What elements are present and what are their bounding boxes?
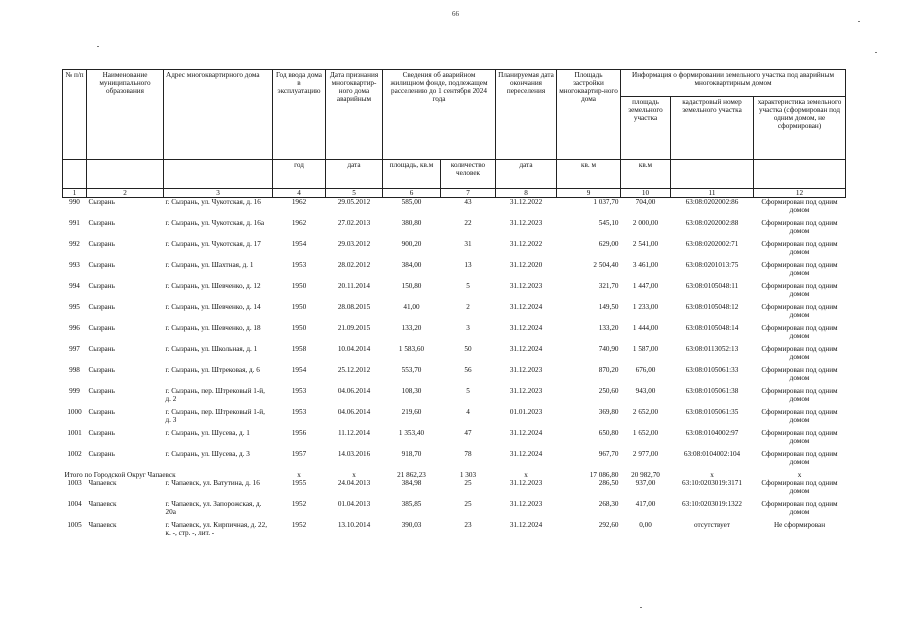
cell-addr: г. Сызрань, пер. Штрековый 1-й, д. 2 [165,387,265,403]
table-row [63,366,846,387]
cell-cad: 63:08:0104002:104 [683,450,741,458]
cell-cad: 63:08:0105048:14 [685,324,739,332]
cell-mun: Сызрань [88,345,115,353]
scan-speck [858,21,860,22]
cell-char: Сформирован под одним домом [761,408,838,424]
cell-n: 994 [69,282,80,290]
cell-addr: г. Сызрань, ул. Чукотская, д. 16 [165,198,261,206]
cell-end: 31.12.2022 [509,198,543,206]
cell-char: Сформирован под одним домом [761,450,838,466]
column-number: 2 [87,189,164,198]
cell-cad: 63:08:0105048:11 [685,282,739,290]
cell-build: 629,00 [598,240,619,248]
cell-land: 1 447,00 [632,282,659,290]
table-row [63,479,846,500]
cell-build: 321,70 [598,282,619,290]
column-number: 11 [671,189,754,198]
table-row [63,324,846,345]
cell-mun: Сызрань [88,261,115,269]
cell-build: 545,10 [598,219,619,227]
cell-addr: г. Сызрань, ул. Шусева, д. 1 [165,429,250,437]
unit-date2: дата [496,160,557,189]
cell-mun: Сызрань [88,408,115,416]
cell-end: 31.12.2024 [509,345,543,353]
cell-date: 29.03.2012 [337,240,371,248]
cell-area: 1 583,60 [398,345,425,353]
cell-people: 22 [464,219,472,227]
column-number: 4 [273,189,326,198]
column-number: 8 [496,189,557,198]
cell-area: 553,70 [401,366,422,374]
cell-end: 31.12.2022 [509,240,543,248]
cell-area: 133,20 [401,324,422,332]
header-land-group: Информация о формировании земельного участка под аварийным многоквартирным домом [621,70,846,97]
cell-people: 3 [466,324,470,332]
cell-n: 1000 [67,408,82,416]
cell-char: Сформирован под одним домом [761,479,838,495]
header-municipality: Наименование муниципального образования [87,70,164,160]
cell-date: 14.03.2016 [337,450,371,458]
cell-end: 31.12.2024 [509,521,543,529]
cell-area: 150,80 [401,282,422,290]
cell-people: 78 [464,450,472,458]
cell-cad: 63:10:0203019:3171 [682,479,742,487]
scan-speck [875,52,877,53]
cell-addr: г. Сызрань, пер. Штрековый 1-й, д. 3 [165,408,265,424]
cell-end: 31.12.2023 [509,479,543,487]
cell-mun: Сызрань [88,303,115,311]
cell-addr: г. Чапаевск, ул. Ватутина, д. 16 [165,479,260,487]
cell-n: 991 [69,219,80,227]
cell-cad: 63:08:0104002:97 [685,429,739,437]
cell-date: 29.05.2012 [337,198,371,206]
cell-addr: г. Сызрань, ул. Чукотская, д. 17 [165,240,261,248]
cell-build: 292,60 [598,521,619,529]
table-row [63,429,846,450]
cell-mun: Сызрань [88,240,115,248]
cell-end: 31.12.2023 [509,282,543,290]
header-cadastral: кадастровый номер земельного участка [671,97,754,160]
cell-year: 1950 [291,303,307,311]
table-body [63,198,846,543]
cell-n: 1004 [67,500,82,508]
cell-mun: Сызрань [88,219,115,227]
cell-people: 5 [466,282,470,290]
unit-sqm2: кв.м [621,160,671,189]
cell-end: 31.12.2023 [509,500,543,508]
cell-end: 31.12.2024 [509,429,543,437]
cell-cad: 63:08:0202002:86 [685,198,739,206]
cell-addr: г. Чапаевск, ул. Кирпичная, д. 22, к. -, стр. -, лит. - [165,521,268,537]
total-char: x [797,471,802,479]
cell-year: 1957 [291,450,307,458]
cell-date: 28.02.2012 [337,261,371,269]
cell-end: 31.12.2020 [509,261,543,269]
cell-year: 1950 [291,324,307,332]
cell-n: 998 [69,366,80,374]
table-row [63,240,846,261]
column-number: 12 [754,189,846,198]
cell-year: 1954 [291,240,307,248]
cell-year: 1950 [291,282,307,290]
cell-land: 2 541,00 [632,240,659,248]
cell-people: 31 [464,240,472,248]
cell-end: 01.01.2023 [509,408,543,416]
cell-date: 27.02.2013 [337,219,371,227]
cell-people: 5 [466,387,470,395]
cell-char: Сформирован под одним домом [761,366,838,382]
cell-char: Сформирован под одним домом [761,345,838,361]
total-people: 1 303 [459,471,477,479]
cell-land: 2 977,00 [632,450,659,458]
cell-people: 56 [464,366,472,374]
cell-addr: г. Сызрань, ул. Шусева, д. 3 [165,450,250,458]
cell-area: 900,20 [401,240,422,248]
cell-year: 1954 [291,366,307,374]
unit-year: год [273,160,326,189]
cell-n: 1003 [67,479,82,487]
cell-date: 28.08.2015 [337,303,371,311]
cell-mun: Чапаевск [88,479,117,487]
cell-char: Сформирован под одним домом [761,387,838,403]
total-date: x [352,471,356,479]
cell-build: 650,80 [598,429,619,437]
cell-year: 1953 [291,408,307,416]
cell-addr: г. Сызрань, ул. Школьная, д. 1 [165,345,258,353]
cell-date: 21.09.2015 [337,324,371,332]
column-number: 5 [326,189,383,198]
cell-end: 31.12.2024 [509,303,543,311]
cell-land: 2 000,00 [632,219,659,227]
cell-date: 04.06.2014 [337,387,371,395]
cell-n: 992 [69,240,80,248]
cell-cad: 63:08:0105061:38 [685,387,739,395]
cell-cad: 63:10:0203019:1322 [682,500,742,508]
cell-date: 10.04.2014 [337,345,371,353]
table-row [63,219,846,240]
cell-mun: Сызрань [88,198,115,206]
cell-year: 1953 [291,387,307,395]
cell-build: 1 037,70 [593,198,619,206]
cell-char: Сформирован под одним домом [761,303,838,319]
table-row [63,521,846,542]
cell-cad: 63:08:0105048:12 [685,303,739,311]
cell-year: 1962 [291,219,307,227]
header-planned-end: Планируемая дата окончания переселения [496,70,557,160]
total-year: x [297,471,301,479]
cell-cad: отсутствует [694,521,730,529]
cell-date: 25.12.2012 [337,366,371,374]
cell-people: 43 [464,198,472,206]
scan-speck [97,46,99,47]
cell-area: 585,00 [401,198,422,206]
cell-mun: Сызрань [88,324,115,332]
cell-cad: 63:08:0202002:71 [685,240,739,248]
cell-area: 385,85 [401,500,422,508]
header-recognized: Дата признания многоквартир-ного дома аварийным [326,70,383,160]
cell-char: Не сформирован [773,521,826,529]
cell-char: Сформирован под одним домом [761,500,838,516]
header-num: № п/п [63,70,87,160]
table-row [63,261,846,282]
unit-count: количество человек [441,160,496,189]
table-row [63,450,846,471]
cell-people: 2 [466,303,470,311]
cell-land: 3 461,00 [632,261,659,269]
cell-mun: Сызрань [88,450,115,458]
cell-n: 999 [69,387,80,395]
cell-end: 31.12.2023 [509,219,543,227]
cell-n: 993 [69,261,80,269]
cell-build: 250,60 [598,387,619,395]
total-row [63,471,846,479]
header-address: Адрес многоквартирного дома [164,70,273,160]
cell-n: 990 [69,198,80,206]
cell-date: 24.04.2013 [337,479,371,487]
cell-area: 918,70 [401,450,422,458]
cell-land: 2 652,00 [632,408,659,416]
cell-year: 1952 [291,500,307,508]
table-row [63,198,846,220]
cell-mun: Сызрань [88,366,115,374]
cell-build: 286,50 [598,479,619,487]
cell-cad: 63:08:0105061:33 [685,366,739,374]
cell-addr: г. Сызрань, ул. Шевченко, д. 18 [165,324,261,332]
unit-date: дата [326,160,383,189]
cell-char: Сформирован под одним домом [761,324,838,340]
cell-year: 1953 [291,261,307,269]
cell-people: 25 [464,500,472,508]
table-row [63,387,846,408]
cell-build: 149,50 [598,303,619,311]
cell-year: 1956 [291,429,307,437]
cell-addr: г. Сызрань, ул. Штрековая, д. 6 [165,366,260,374]
cell-mun: Сызрань [88,429,115,437]
cell-char: Сформирован под одним домом [761,240,838,256]
unit-sqm: кв. м [557,160,621,189]
column-number: 7 [441,189,496,198]
cell-mun: Чапаевск [88,500,117,508]
cell-date: 13.10.2014 [337,521,371,529]
table-row [63,303,846,324]
cell-land: 417,00 [635,500,656,508]
cell-year: 1958 [291,345,307,353]
cell-char: Сформирован под одним домом [761,219,838,235]
cell-mun: Сызрань [88,387,115,395]
cell-people: 23 [464,521,472,529]
cell-land: 0,00 [639,521,652,529]
cell-land: 943,00 [635,387,656,395]
cell-end: 31.12.2024 [509,324,543,332]
cell-land: 1 652,00 [632,429,659,437]
header-year: Год ввода дома в эксплуатацию [273,70,326,160]
column-number: 10 [621,189,671,198]
cell-n: 997 [69,345,80,353]
cell-addr: г. Сызрань, ул. Шевченко, д. 12 [165,282,261,290]
cell-n: 1001 [67,429,82,437]
cell-land: 937,00 [635,479,656,487]
cell-year: 1962 [291,198,307,206]
column-number: 1 [63,189,87,198]
column-number: 6 [383,189,441,198]
total-area: 21 862,23 [397,471,426,479]
cell-addr: г. Сызрань, ул. Чукотская, д. 16а [165,219,265,227]
header-row-1 [63,70,846,97]
cell-date: 20.11.2014 [337,282,371,290]
unit-area: площадь, кв.м [383,160,441,189]
header-building-area: Площадь застройки многоквартир-ного дома [557,70,621,160]
cell-build: 369,80 [598,408,619,416]
cell-build: 268,30 [598,500,619,508]
cell-char: Сформирован под одним домом [761,429,838,445]
cell-people: 50 [464,345,472,353]
cell-n: 1002 [67,450,82,458]
column-numbers-row [63,189,846,198]
cell-year: 1955 [291,479,307,487]
cell-area: 384,98 [401,479,422,487]
cell-end: 31.12.2024 [509,450,543,458]
total-label: Итого по Городской Округ Чапаевск [64,471,176,479]
cell-build: 133,20 [598,324,619,332]
scan-speck [640,607,642,608]
cell-people: 13 [464,261,472,269]
cell-cad: 63:08:0202002:88 [685,219,739,227]
cell-area: 390,03 [401,521,422,529]
header-land-area: площадь земельного участка [621,97,671,160]
cell-area: 41,00 [403,303,420,311]
total-cad: x [710,471,714,479]
cell-addr: г. Сызрань, ул. Шевченко, д. 14 [165,303,261,311]
header-land-char: характеристика земельного участка (сформирован под одним домом, не сформирован) [754,97,846,160]
cell-land: 704,00 [635,198,656,206]
cell-date: 11.12.2014 [337,429,371,437]
cell-build: 2 504,40 [593,261,619,269]
column-number: 3 [164,189,273,198]
cell-char: Сформирован под одним домом [761,261,838,277]
cell-cad: 63:08:0201013:75 [685,261,739,269]
cell-char: Сформирован под одним домом [761,198,838,214]
cell-n: 996 [69,324,80,332]
cell-date: 04.06.2014 [337,408,371,416]
cell-people: 47 [464,429,472,437]
cell-year: 1952 [291,521,307,529]
header-housing-group: Сведения об аварийном жилищном фонде, подлежащем расселению до 1 сентября 2024 года [383,70,496,160]
cell-area: 219,60 [401,408,422,416]
cell-date: 01.04.2013 [337,500,371,508]
cell-area: 108,30 [401,387,422,395]
cell-end: 31.12.2023 [509,366,543,374]
cell-cad: 63:08:0113052:13 [685,345,739,353]
emergency-housing-table [62,69,846,542]
cell-area: 384,00 [401,261,422,269]
cell-char: Сформирован под одним домом [761,282,838,298]
cell-people: 4 [466,408,470,416]
cell-build: 870,20 [598,366,619,374]
cell-land: 1 587,00 [632,345,659,353]
cell-addr: г. Чапаевск, ул. Запорожская, д. 20а [165,500,262,516]
table-row [63,408,846,429]
page-number: 66 [452,10,459,18]
cell-mun: Чапаевск [88,521,117,529]
cell-area: 380,80 [401,219,422,227]
cell-addr: г. Сызрань, ул. Шахтная, д. 1 [165,261,254,269]
table-row [63,345,846,366]
cell-build: 967,70 [598,450,619,458]
table-row [63,500,846,521]
column-number: 9 [557,189,621,198]
cell-land: 1 233,00 [632,303,659,311]
cell-people: 25 [464,479,472,487]
total-build: 17 086,80 [589,471,619,479]
cell-cad: 63:08:0105061:35 [685,408,739,416]
cell-n: 995 [69,303,80,311]
cell-end: 31.12.2023 [509,387,543,395]
total-end: x [524,471,528,479]
cell-land: 676,00 [635,366,656,374]
cell-build: 740,90 [598,345,619,353]
total-land: 20 982,70 [631,471,660,479]
cell-area: 1 353,40 [398,429,425,437]
cell-n: 1005 [67,521,82,529]
table-row [63,282,846,303]
cell-mun: Сызрань [88,282,115,290]
units-row [63,160,846,189]
cell-land: 1 444,00 [632,324,659,332]
